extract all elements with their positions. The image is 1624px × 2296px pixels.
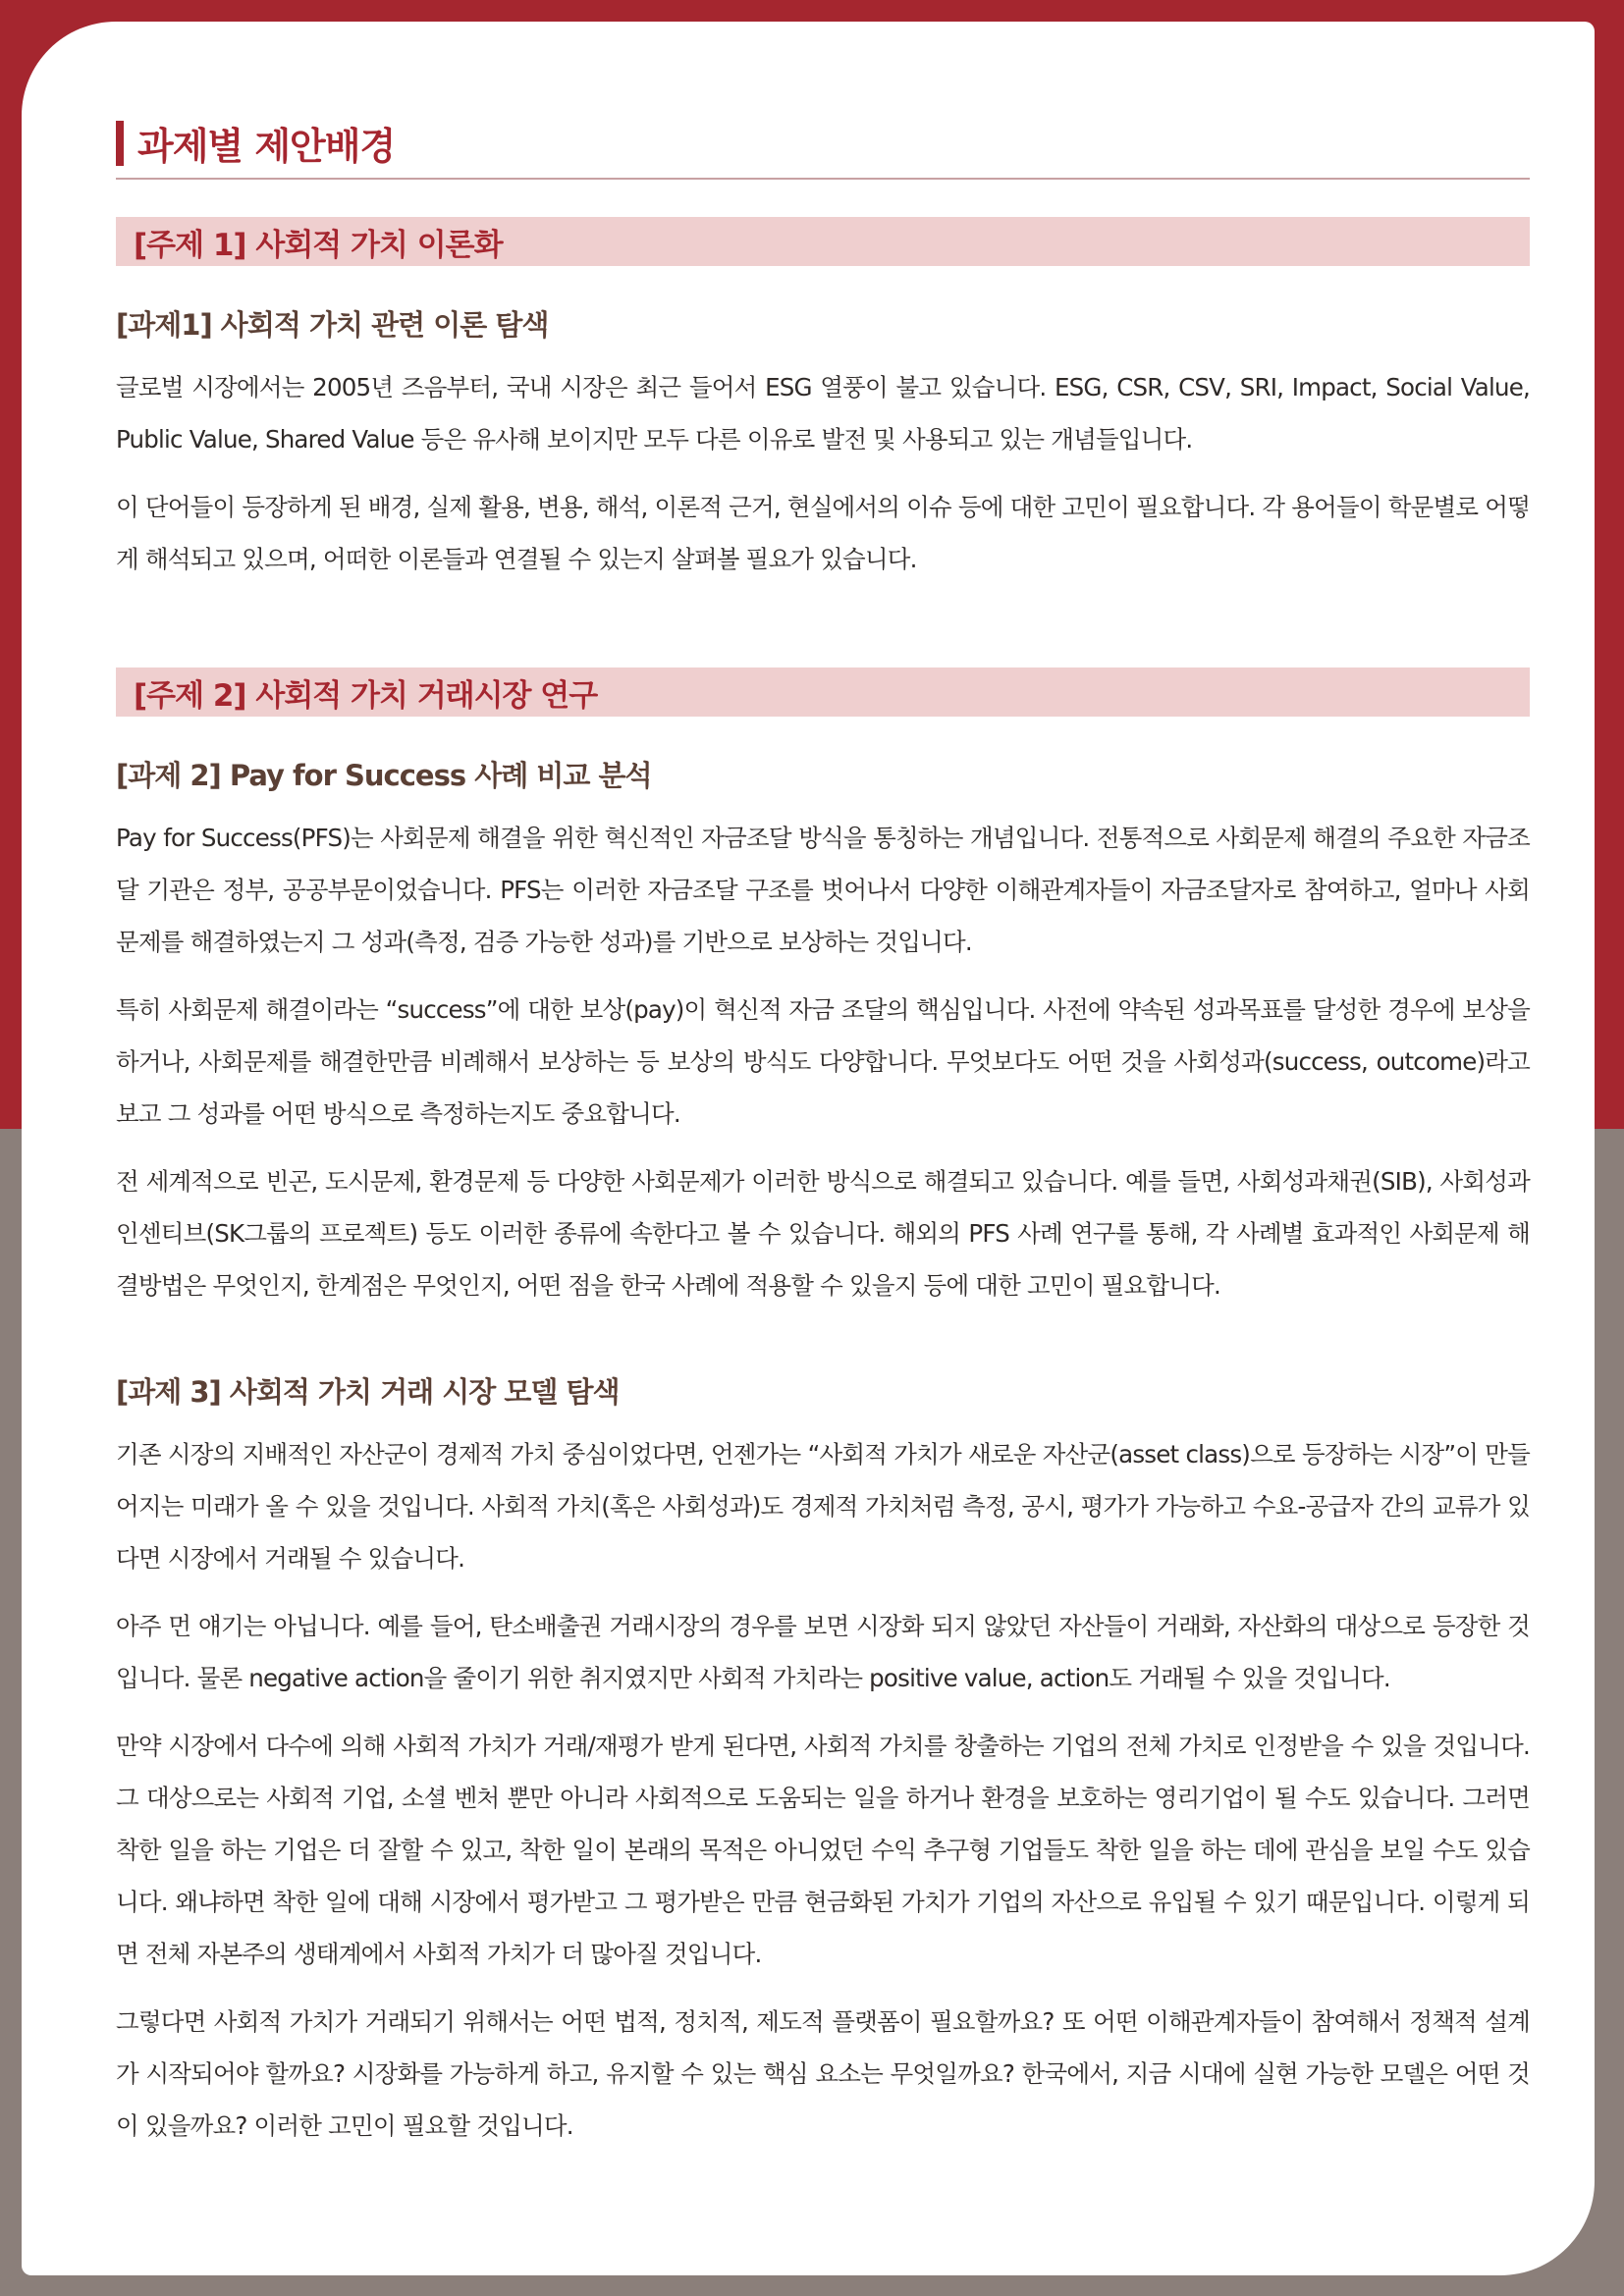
task-3-paragraph: 그렇다면 사회적 가치가 거래되기 위해서는 어떤 법적, 정치적, 제도적 플랫폼이 필요할까요? 또 어떤 이해관계자들이 참여해서 정책적 설계가 시작되어야 할까요? 시장화를 가능하게 하고, 유지할 수 있는 핵심 요소는 무엇일까요? 한국에서, 지금 시대에 실현 가능한 모델은 어떤 것이 있을까요? 이러한 고민이 필요할 것입니다. <box>116 2007 1530 2140</box>
page-title-row <box>116 116 1530 180</box>
page-sheet <box>22 22 1595 2275</box>
topic-2-banner <box>116 667 1530 717</box>
task-1 <box>116 303 1530 585</box>
task-2-heading: [과제 2] Pay for Success 사례 비교 분석 <box>116 759 652 792</box>
task-2 <box>116 754 1530 1311</box>
task-2-paragraph: 전 세계적으로 빈곤, 도시문제, 환경문제 등 다양한 사회문제가 이러한 방식으로 해결되고 있습니다. 예를 들면, 사회성과채권(SIB), 사회성과인센티브(SK그룹의 프로젝트) 등도 이러한 종류에 속한다고 볼 수 있습니다. 해외의 PFS 사례 연구를 통해, 각 사례별 효과적인 사회문제 해결방법은 무엇인지, 한계점은 무엇인지, 어떤 점을 한국 사례에 적용할 수 있을지 등에 대한 고민이 필요합니다. <box>116 1167 1530 1300</box>
page-content <box>116 116 1530 2167</box>
task-1-heading: [과제1] 사회적 가치 관련 이론 탐색 <box>116 308 549 342</box>
topic-1-banner <box>116 217 1530 266</box>
task-3-paragraph: 기존 시장의 지배적인 자산군이 경제적 가치 중심이었다면, 언젠가는 “사회적 가치가 새로운 자산군(asset class)으로 등장하는 시장”이 만들어지는 미래가 올 수 있을 것입니다. 사회적 가치(혹은 사회성과)도 경제적 가치처럼 측정, 공시, 평가가 가능하고 수요-공급자 간의 교류가 있다면 시장에서 거래될 수 있습니다. <box>116 1440 1530 1573</box>
task-2-paragraph: 특히 사회문제 해결이라는 “success”에 대한 보상(pay)이 혁신적 자금 조달의 핵심입니다. 사전에 약속된 성과목표를 달성한 경우에 보상을 하거나, 사회문제를 해결한만큼 비례해서 보상하는 등 보상의 방식도 다양합니다. 무엇보다도 어떤 것을 사회성과(success, outcome)라고 보고 그 성과를 어떤 방식으로 측정하는지도 중요합니다. <box>116 995 1530 1128</box>
task-1-paragraph: 글로벌 시장에서는 2005년 즈음부터, 국내 시장은 최근 들어서 ESG 열풍이 불고 있습니다. ESG, CSR, CSV, SRI, Impact, Social Value, Public Value, Shared Value 등은 유사해 보이지만 모두 다른 이유로 발전 및 사용되고 있는 개념들입니다. <box>116 373 1530 454</box>
task-1-paragraph: 이 단어들이 등장하게 된 배경, 실제 활용, 변용, 해석, 이론적 근거, 현실에서의 이슈 등에 대한 고민이 필요합니다. 각 용어들이 학문별로 어떻게 해석되고 있으며, 어떠한 이론들과 연결될 수 있는지 살펴볼 필요가 있습니다. <box>116 493 1530 573</box>
task-3-paragraph: 아주 먼 얘기는 아닙니다. 예를 들어, 탄소배출권 거래시장의 경우를 보면 시장화 되지 않았던 자산들이 거래화, 자산화의 대상으로 등장한 것입니다. 물론 negative action을 줄이기 위한 취지였지만 사회적 가치라는 positive value, action도 거래될 수 있을 것입니다. <box>116 1612 1530 1692</box>
topic-1-heading: [주제 1] 사회적 가치 이론화 <box>134 227 503 263</box>
task-2-paragraph: Pay for Success(PFS)는 사회문제 해결을 위한 혁신적인 자금조달 방식을 통칭하는 개념입니다. 전통적으로 사회문제 해결의 주요한 자금조달 기관은 정부, 공공부문이었습니다. PFS는 이러한 자금조달 구조를 벗어나서 다양한 이해관계자들이 자금조달자로 참여하고, 얼마나 사회문제를 해결하였는지 그 성과(측정, 검증 가능한 성과)를 기반으로 보상하는 것입니다. <box>116 824 1530 956</box>
page-title: 과제별 제안배경 <box>137 125 396 168</box>
topic-2-heading: [주제 2] 사회적 가치 거래시장 연구 <box>134 677 598 714</box>
task-3-heading: [과제 3] 사회적 가치 거래 시장 모델 탐색 <box>116 1375 620 1409</box>
task-3 <box>116 1370 1530 2152</box>
title-accent-bar <box>116 121 124 166</box>
task-3-paragraph: 만약 시장에서 다수에 의해 사회적 가치가 거래/재평가 받게 된다면, 사회적 가치를 창출하는 기업의 전체 가치로 인정받을 수 있을 것입니다. 그 대상으로는 사회적 기업, 소셜 벤처 뿐만 아니라 사회적으로 도움되는 일을 하거나 환경을 보호하는 영리기업이 될 수도 있습니다. 그러면 착한 일을 하는 기업은 더 잘할 수 있고, 착한 일이 본래의 목적은 아니었던 수익 추구형 기업들도 착한 일을 하는 데에 관심을 보일 수도 있습니다. 왜냐하면 착한 일에 대해 시장에서 평가받고 그 평가받은 만큼 현금화된 가치가 기업의 자산으로 유입될 수 있기 때문입니다. 이렇게 되면 전체 자본주의 생태계에서 사회적 가치가 더 많아질 것입니다. <box>116 1732 1530 1968</box>
